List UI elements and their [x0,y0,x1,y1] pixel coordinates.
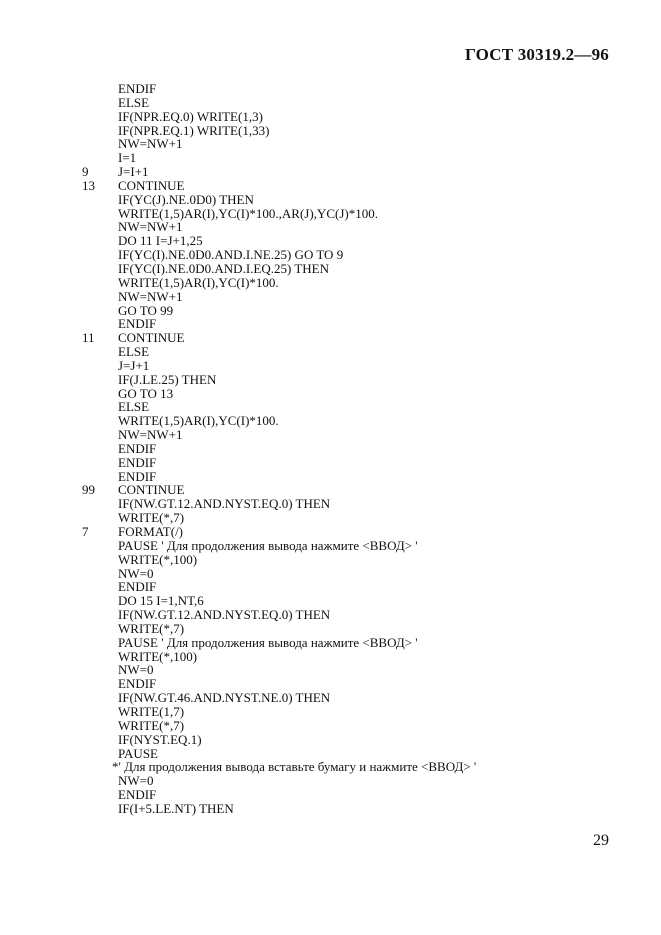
code-line-text: NW=0 [118,662,154,678]
code-line-text: IF(YC(I).NE.0D0.AND.I.EQ.25) THEN [118,260,329,276]
code-line-text: CONTINUE [118,177,185,193]
code-line-text: IF(J.LE.25) THEN [118,371,217,387]
code-line-text: PAUSE [118,745,158,761]
code-line-text: WRITE(*,100) [118,648,198,664]
code-line-text: ELSE [118,94,150,110]
code-line-text: *' Для продолжения вывода вставьте бумагу и нажмите <ВВОД> ' [112,759,477,775]
code-line-text: PAUSE ' Для продолжения вывода нажмите <ВВОД> ' [118,634,418,650]
code-line-text: WRITE(1,5)AR(I),YC(I)*100. [118,274,279,290]
code-line-text: IF(NPR.EQ.0) WRITE(1,3) [118,108,263,124]
code-line-text: NW=0 [118,773,154,789]
code-line-text: IF(YC(I).NE.0D0.AND.I.NE.25) GO TO 9 [118,247,344,263]
code-line-text: DO 15 I=1,NT,6 [118,593,204,609]
code-line-text: IF(YC(J).NE.0D0) THEN [118,191,254,207]
code-line-label: 13 [82,177,95,193]
code-line-text: WRITE(1,5)AR(I),YC(I)*100.,AR(J),YC(J)*100. [118,205,378,221]
code-line-text: GO TO 99 [118,302,174,318]
code-line-text: DO 11 I=J+1,25 [118,233,203,249]
code-line-text: J=I+1 [118,164,149,180]
code-line-text: ENDIF [118,316,157,332]
code-line-label: 11 [82,330,95,346]
code-line-text: ENDIF [118,676,157,692]
code-line-text: IF(NW.GT.12.AND.NYST.EQ.0) THEN [118,496,331,512]
code-line-text: NW=NW+1 [118,136,183,152]
code-line-text: WRITE(*,7) [118,620,185,636]
code-line-text: WRITE(*,7) [118,717,185,733]
code-line-text: WRITE(1,7) [118,703,185,719]
code-line-label: 9 [82,164,89,180]
code-line-text: ENDIF [118,454,157,470]
code-line-text: WRITE(*,7) [118,510,185,526]
code-line-label: 99 [82,482,95,498]
code-line-text: CONTINUE [118,330,185,346]
code-line-text: NW=0 [118,565,154,581]
code-line-text: IF(NW.GT.12.AND.NYST.EQ.0) THEN [118,607,331,623]
code-line-text: WRITE(1,5)AR(I),YC(I)*100. [118,413,279,429]
page-number: 29 [593,832,609,849]
code-line-text: NW=NW+1 [118,288,183,304]
code-line-label: 7 [82,524,89,539]
code-line-text: WRITE(*,100) [118,551,198,567]
code-line-text: NW=NW+1 [118,219,183,235]
code-line-text: NW=NW+1 [118,427,183,443]
code-line-text: IF(I+5.LE.NT) THEN [118,800,234,816]
code-line-text: ENDIF [118,440,157,456]
code-line-text: ENDIF [118,579,157,595]
code-line-text: GO TO 13 [118,385,174,401]
code-line-text: FORMAT(/) [118,524,184,539]
code-line-text: IF(NPR.EQ.1) WRITE(1,33) [118,122,270,138]
code-line-text: IF(NYST.EQ.1) [118,731,202,747]
standard-header: ГОСТ 30319.2—96 [465,45,609,64]
code-line-text: ENDIF [118,81,157,96]
code-line-text: IF(NW.GT.46.AND.NYST.NE.0) THEN [118,690,331,706]
code-line-text: PAUSE ' Для продолжения вывода нажмите <ВВОД> ' [118,537,418,553]
code-line-text: ENDIF [118,468,157,484]
code-line-text: I=1 [118,150,137,166]
code-line-text: J=J+1 [118,357,150,373]
code-line-text: ELSE [118,344,150,360]
code-line-text: CONTINUE [118,482,185,498]
code-line-text: ELSE [118,399,150,415]
code-line-text: ENDIF [118,787,157,803]
